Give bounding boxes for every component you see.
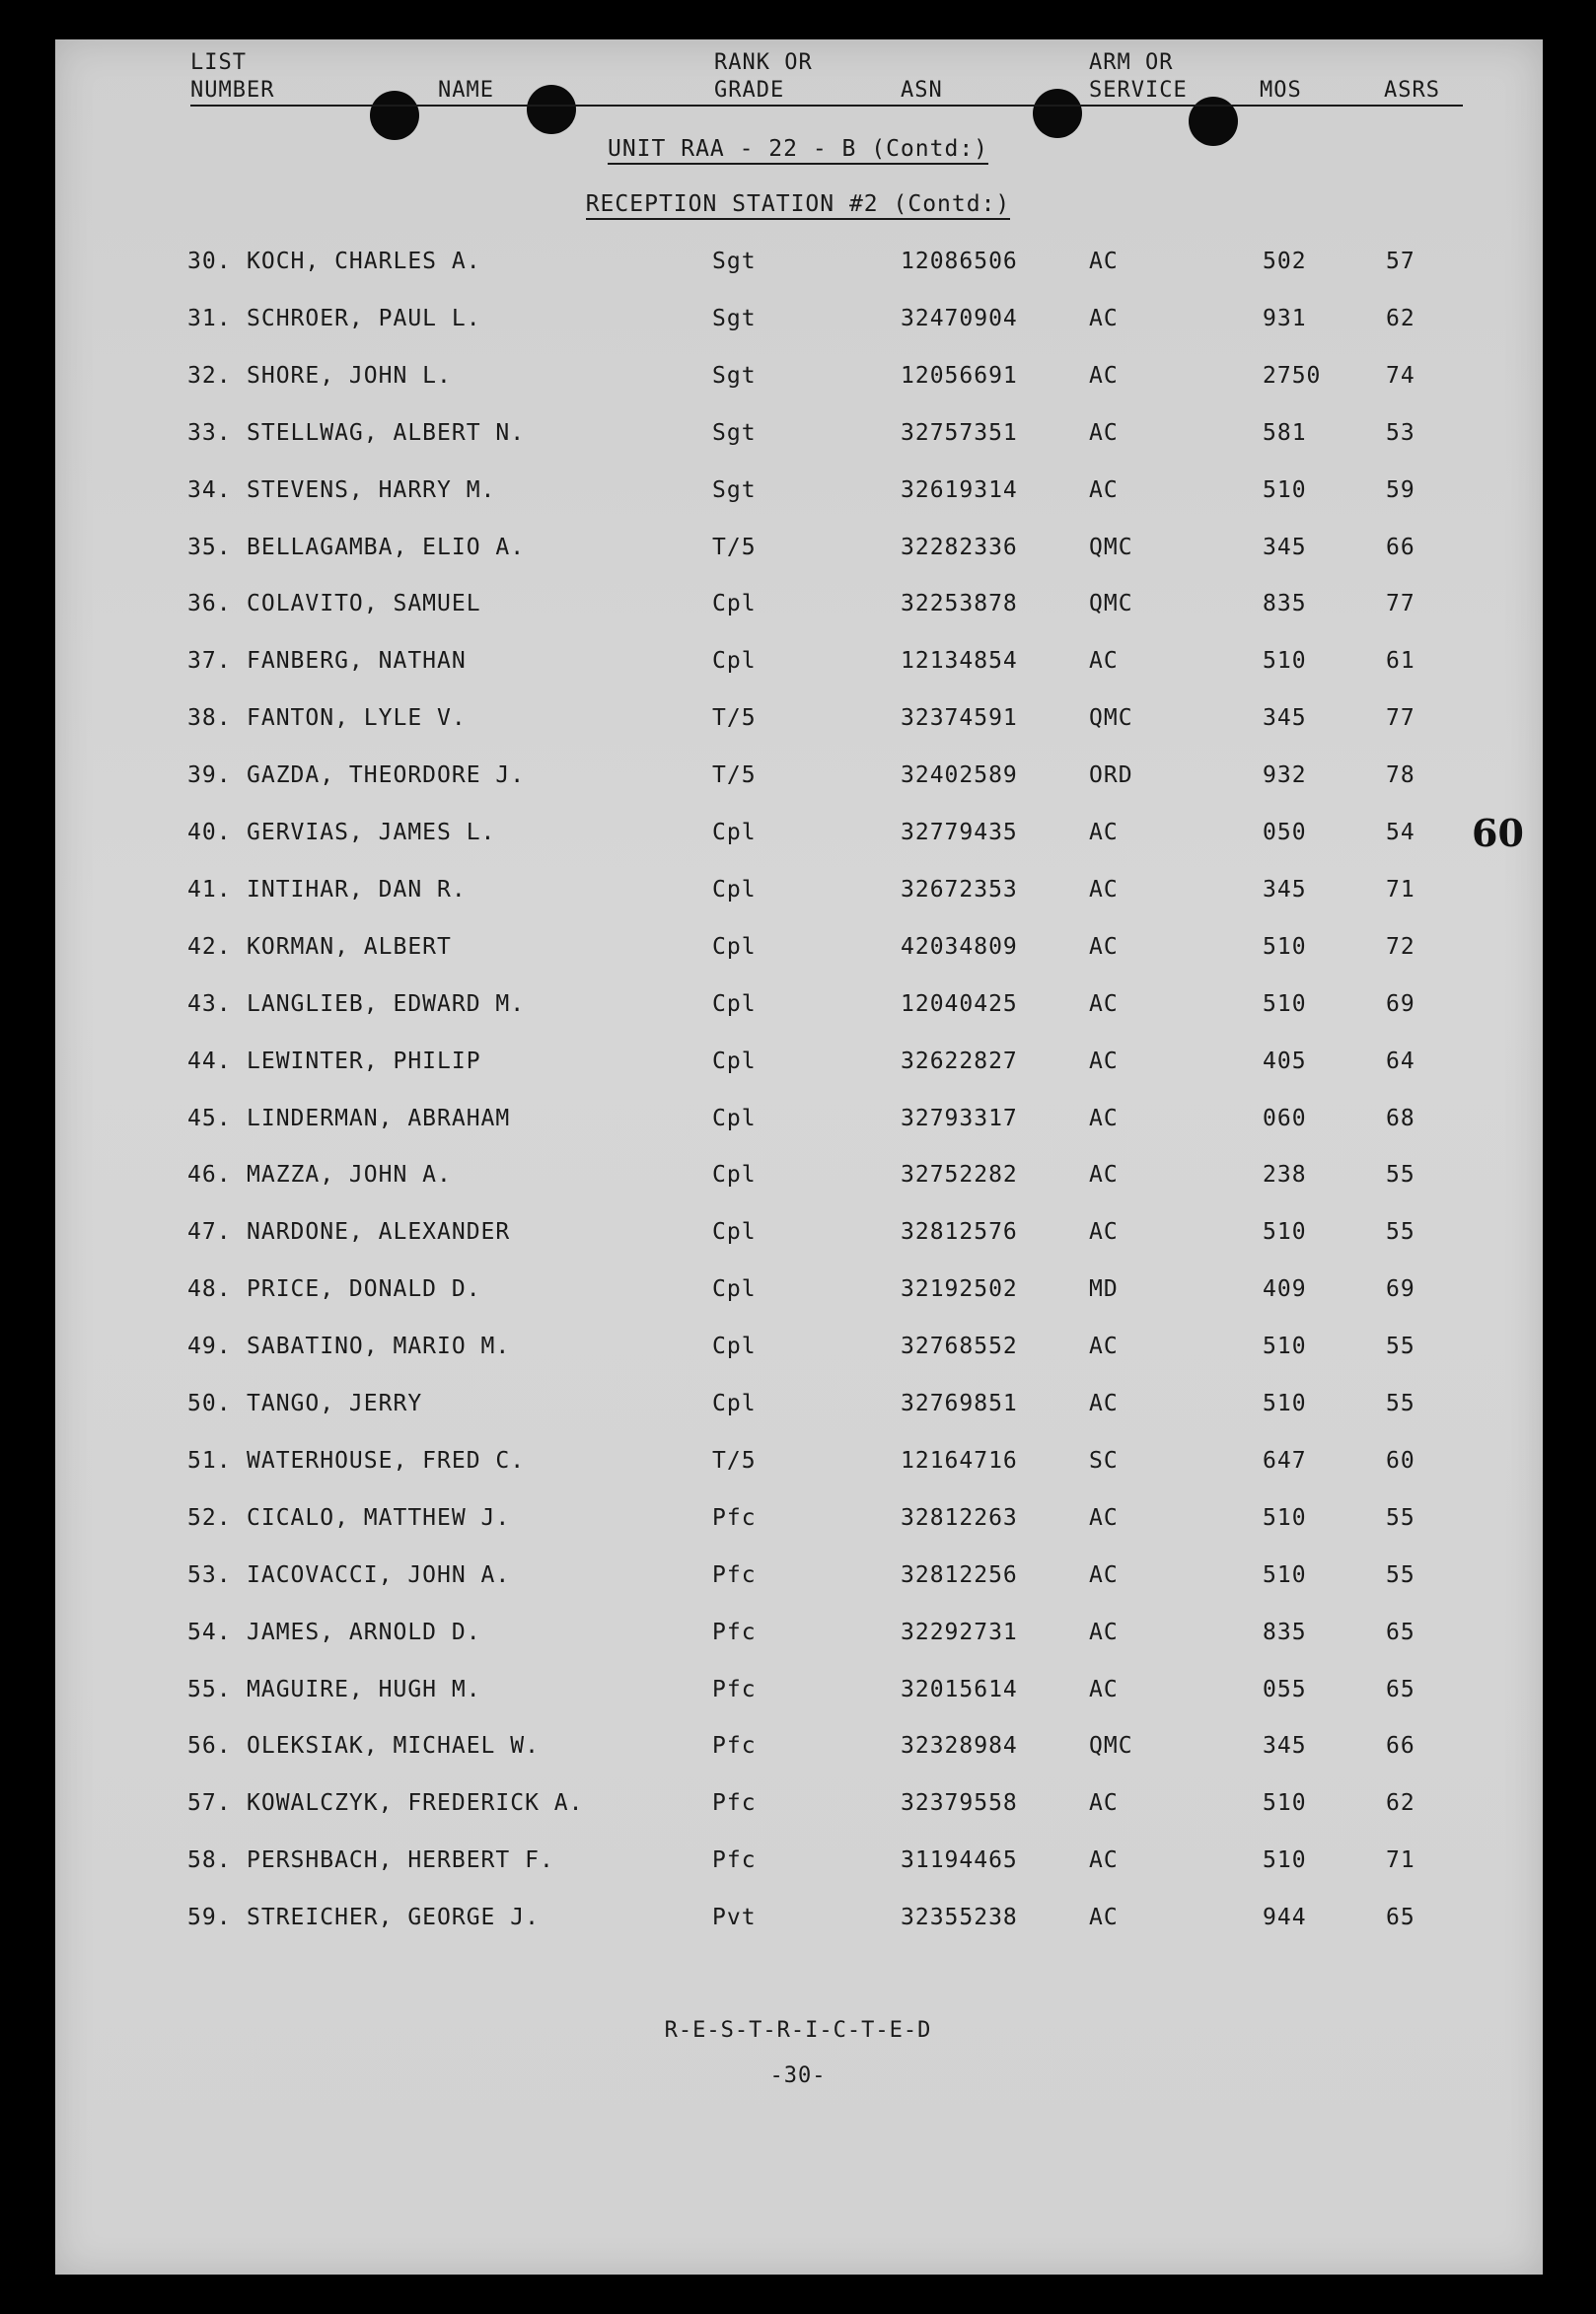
cell-rank: Pfc	[712, 1504, 757, 1531]
cell-num: 58.	[187, 1847, 232, 1874]
cell-asrs: 55	[1386, 1561, 1415, 1588]
cell-arm: AC	[1089, 1905, 1119, 1931]
cell-arm: SC	[1089, 1447, 1119, 1474]
cell-arm: AC	[1089, 1561, 1119, 1588]
cell-asrs: 60	[1386, 1447, 1415, 1474]
cell-num: 41.	[187, 876, 232, 903]
cell-name: KOWALCZYK, FREDERICK A.	[247, 1790, 584, 1817]
cell-name: LEWINTER, PHILIP	[247, 1048, 481, 1074]
cell-arm: AC	[1089, 1504, 1119, 1531]
cell-num: 36.	[187, 591, 232, 617]
cell-num: 49.	[187, 1334, 232, 1360]
cell-asrs: 71	[1386, 876, 1415, 903]
cell-name: IACOVACCI, JOHN A.	[247, 1561, 511, 1588]
cell-num: 42.	[187, 933, 232, 960]
cell-mos: 510	[1263, 1334, 1307, 1360]
header-rank-line2: GRADE	[714, 78, 785, 103]
cell-rank: T/5	[712, 1447, 757, 1474]
cell-mos: 510	[1263, 648, 1307, 675]
table-row	[0, 1106, 1596, 1145]
cell-num: 52.	[187, 1504, 232, 1531]
table-row	[0, 1276, 1596, 1316]
cell-name: WATERHOUSE, FRED C.	[247, 1447, 526, 1474]
cell-arm: AC	[1089, 1048, 1119, 1074]
table-row	[0, 420, 1596, 460]
table-row	[0, 1505, 1596, 1545]
cell-num: 37.	[187, 648, 232, 675]
cell-mos: 510	[1263, 476, 1307, 503]
cell-mos: 055	[1263, 1676, 1307, 1702]
cell-rank: Cpl	[712, 1048, 757, 1074]
cell-asn: 32752282	[901, 1162, 1018, 1189]
cell-arm: QMC	[1089, 534, 1133, 560]
cell-name: SABATINO, MARIO M.	[247, 1334, 511, 1360]
cell-rank: Sgt	[712, 476, 757, 503]
cell-rank: Pfc	[712, 1619, 757, 1645]
cell-rank: Sgt	[712, 249, 757, 274]
table-row	[0, 1847, 1596, 1887]
cell-asrs: 62	[1386, 305, 1415, 331]
footer-page-number: -30-	[769, 2063, 827, 2088]
cell-mos: 238	[1263, 1162, 1307, 1189]
cell-asn: 12134854	[901, 648, 1018, 675]
cell-num: 43.	[187, 990, 232, 1017]
table-row	[0, 1334, 1596, 1373]
cell-mos: 581	[1263, 419, 1307, 446]
header-name: NAME	[438, 78, 494, 103]
cell-mos: 2750	[1263, 362, 1322, 389]
cell-mos: 835	[1263, 591, 1307, 617]
cell-arm: QMC	[1089, 1733, 1133, 1760]
cell-num: 45.	[187, 1105, 232, 1131]
cell-asn: 12164716	[901, 1447, 1018, 1474]
cell-num: 53.	[187, 1561, 232, 1588]
table-row	[0, 762, 1596, 802]
cell-rank: T/5	[712, 534, 757, 560]
cell-name: INTIHAR, DAN R.	[247, 876, 467, 903]
cell-asrs: 71	[1386, 1847, 1415, 1874]
table-row	[0, 1448, 1596, 1487]
table-row	[0, 249, 1596, 288]
cell-asrs: 53	[1386, 419, 1415, 446]
cell-asrs: 65	[1386, 1676, 1415, 1702]
cell-rank: Pfc	[712, 1790, 757, 1817]
cell-rank: Pfc	[712, 1847, 757, 1874]
cell-asn: 32812576	[901, 1219, 1018, 1246]
table-row	[0, 934, 1596, 974]
cell-asrs: 55	[1386, 1334, 1415, 1360]
header-rank-line1: RANK OR	[714, 50, 813, 75]
cell-name: KORMAN, ALBERT	[247, 933, 452, 960]
cell-num: 38.	[187, 705, 232, 732]
cell-name: FANTON, LYLE V.	[247, 705, 467, 732]
cell-mos: 944	[1263, 1905, 1307, 1931]
cell-arm: AC	[1089, 1790, 1119, 1817]
table-row	[0, 1620, 1596, 1659]
table-row	[0, 363, 1596, 402]
margin-stamp: 60	[1472, 811, 1524, 855]
cell-name: SCHROER, PAUL L.	[247, 305, 481, 331]
cell-arm: AC	[1089, 820, 1119, 845]
cell-num: 57.	[187, 1790, 232, 1817]
cell-num: 33.	[187, 419, 232, 446]
table-row	[0, 1391, 1596, 1430]
cell-mos: 510	[1263, 1219, 1307, 1246]
cell-mos: 345	[1263, 705, 1307, 732]
cell-asrs: 72	[1386, 933, 1415, 960]
cell-asn: 32402589	[901, 762, 1018, 789]
cell-asn: 32769851	[901, 1391, 1018, 1416]
header-rule	[190, 105, 1463, 107]
cell-asn: 12056691	[901, 362, 1018, 389]
cell-rank: Pvt	[712, 1905, 757, 1931]
cell-asn: 32470904	[901, 305, 1018, 331]
cell-mos: 510	[1263, 1561, 1307, 1588]
cell-rank: Cpl	[712, 1276, 757, 1303]
cell-rank: Cpl	[712, 990, 757, 1017]
cell-num: 30.	[187, 249, 232, 274]
cell-arm: AC	[1089, 476, 1119, 503]
cell-arm: AC	[1089, 1162, 1119, 1189]
cell-rank: Cpl	[712, 1219, 757, 1246]
cell-asn: 32328984	[901, 1733, 1018, 1760]
cell-rank: Cpl	[712, 1334, 757, 1360]
cell-mos: 345	[1263, 876, 1307, 903]
cell-num: 59.	[187, 1905, 232, 1931]
cell-mos: 405	[1263, 1048, 1307, 1074]
cell-num: 40.	[187, 820, 232, 845]
cell-rank: Cpl	[712, 1105, 757, 1131]
table-row	[0, 1790, 1596, 1830]
table-row	[0, 648, 1596, 687]
cell-arm: AC	[1089, 1391, 1119, 1416]
cell-mos: 510	[1263, 1391, 1307, 1416]
cell-asn: 12086506	[901, 249, 1018, 274]
table-row	[0, 1562, 1596, 1602]
unit-title: UNIT RAA - 22 - B (Contd:)	[0, 136, 1596, 165]
cell-mos: 502	[1263, 249, 1307, 274]
cell-asn: 32379558	[901, 1790, 1018, 1817]
cell-num: 54.	[187, 1619, 232, 1645]
cell-num: 46.	[187, 1162, 232, 1189]
cell-mos: 050	[1263, 820, 1307, 845]
cell-rank: T/5	[712, 705, 757, 732]
cell-rank: Pfc	[712, 1676, 757, 1702]
cell-mos: 510	[1263, 990, 1307, 1017]
cell-name: STEVENS, HARRY M.	[247, 476, 496, 503]
cell-asrs: 55	[1386, 1219, 1415, 1246]
table-row	[0, 477, 1596, 517]
cell-asn: 32355238	[901, 1905, 1018, 1931]
cell-mos: 510	[1263, 1504, 1307, 1531]
cell-mos: 931	[1263, 305, 1307, 331]
cell-name: TANGO, JERRY	[247, 1391, 423, 1416]
cell-arm: AC	[1089, 933, 1119, 960]
cell-asrs: 74	[1386, 362, 1415, 389]
punch-hole	[1033, 89, 1082, 138]
header-list-number-line1: LIST	[190, 50, 247, 75]
cell-asrs: 62	[1386, 1790, 1415, 1817]
cell-arm: AC	[1089, 1105, 1119, 1131]
cell-mos: 409	[1263, 1276, 1307, 1303]
table-row	[0, 535, 1596, 574]
table-row	[0, 820, 1596, 859]
cell-name: OLEKSIAK, MICHAEL W.	[247, 1733, 540, 1760]
cell-name: PRICE, DONALD D.	[247, 1276, 481, 1303]
cell-arm: AC	[1089, 249, 1119, 274]
cell-arm: AC	[1089, 1847, 1119, 1874]
cell-asrs: 55	[1386, 1391, 1415, 1416]
cell-asn: 32192502	[901, 1276, 1018, 1303]
table-row	[0, 991, 1596, 1031]
cell-asn: 31194465	[901, 1847, 1018, 1874]
cell-mos: 345	[1263, 534, 1307, 560]
cell-arm: ORD	[1089, 762, 1133, 789]
cell-rank: Cpl	[712, 591, 757, 617]
cell-rank: Cpl	[712, 1162, 757, 1189]
table-row	[0, 306, 1596, 345]
cell-name: PERSHBACH, HERBERT F.	[247, 1847, 554, 1874]
cell-arm: AC	[1089, 1619, 1119, 1645]
header-list-number-line2: NUMBER	[190, 78, 275, 103]
cell-arm: MD	[1089, 1276, 1119, 1303]
cell-asrs: 55	[1386, 1504, 1415, 1531]
table-row	[0, 1219, 1596, 1259]
cell-arm: AC	[1089, 990, 1119, 1017]
cell-asrs: 64	[1386, 1048, 1415, 1074]
cell-asn: 32292731	[901, 1619, 1018, 1645]
cell-asrs: 78	[1386, 762, 1415, 789]
cell-name: COLAVITO, SAMUEL	[247, 591, 481, 617]
cell-rank: Cpl	[712, 820, 757, 845]
table-row	[0, 1733, 1596, 1772]
cell-mos: 835	[1263, 1619, 1307, 1645]
cell-rank: Cpl	[712, 933, 757, 960]
cell-rank: Cpl	[712, 1391, 757, 1416]
cell-asrs: 65	[1386, 1905, 1415, 1931]
cell-mos: 345	[1263, 1733, 1307, 1760]
cell-asrs: 59	[1386, 476, 1415, 503]
cell-asn: 32812256	[901, 1561, 1018, 1588]
cell-asrs: 77	[1386, 591, 1415, 617]
cell-asrs: 57	[1386, 249, 1415, 274]
cell-num: 51.	[187, 1447, 232, 1474]
cell-arm: QMC	[1089, 705, 1133, 732]
cell-asrs: 55	[1386, 1162, 1415, 1189]
cell-asn: 32282336	[901, 534, 1018, 560]
cell-rank: Pfc	[712, 1561, 757, 1588]
cell-name: CICALO, MATTHEW J.	[247, 1504, 511, 1531]
punch-hole	[370, 91, 419, 140]
cell-name: LINDERMAN, ABRAHAM	[247, 1105, 511, 1131]
cell-name: MAGUIRE, HUGH M.	[247, 1676, 481, 1702]
cell-arm: AC	[1089, 648, 1119, 675]
cell-name: STREICHER, GEORGE J.	[247, 1905, 540, 1931]
cell-name: MAZZA, JOHN A.	[247, 1162, 452, 1189]
cell-rank: T/5	[712, 762, 757, 789]
cell-asrs: 66	[1386, 1733, 1415, 1760]
cell-asn: 32812263	[901, 1504, 1018, 1531]
cell-asn: 32793317	[901, 1105, 1018, 1131]
cell-rank: Sgt	[712, 419, 757, 446]
table-row	[0, 1049, 1596, 1088]
cell-arm: AC	[1089, 876, 1119, 903]
cell-name: SHORE, JOHN L.	[247, 362, 452, 389]
footer-classification: R-E-S-T-R-I-C-T-E-D	[664, 2018, 932, 2043]
cell-asn: 12040425	[901, 990, 1018, 1017]
cell-asn: 42034809	[901, 933, 1018, 960]
cell-arm: AC	[1089, 305, 1119, 331]
cell-name: JAMES, ARNOLD D.	[247, 1619, 481, 1645]
header-mos: MOS	[1260, 78, 1302, 103]
cell-name: NARDONE, ALEXANDER	[247, 1219, 511, 1246]
cell-arm: AC	[1089, 362, 1119, 389]
cell-asrs: 54	[1386, 820, 1415, 845]
punch-hole	[527, 85, 576, 134]
cell-asrs: 69	[1386, 1276, 1415, 1303]
cell-mos: 510	[1263, 1790, 1307, 1817]
header-arm-line2: SERVICE	[1089, 78, 1188, 103]
cell-rank: Cpl	[712, 876, 757, 903]
cell-name: KOCH, CHARLES A.	[247, 249, 481, 274]
cell-asn: 32015614	[901, 1676, 1018, 1702]
table-row	[0, 705, 1596, 745]
cell-mos: 510	[1263, 1847, 1307, 1874]
cell-num: 44.	[187, 1048, 232, 1074]
cell-num: 39.	[187, 762, 232, 789]
cell-num: 35.	[187, 534, 232, 560]
cell-asn: 32779435	[901, 820, 1018, 845]
cell-arm: AC	[1089, 1676, 1119, 1702]
table-row	[0, 591, 1596, 630]
cell-num: 56.	[187, 1733, 232, 1760]
cell-asrs: 66	[1386, 534, 1415, 560]
cell-asrs: 69	[1386, 990, 1415, 1017]
cell-name: LANGLIEB, EDWARD M.	[247, 990, 526, 1017]
cell-rank: Pfc	[712, 1733, 757, 1760]
cell-name: GERVIAS, JAMES L.	[247, 820, 496, 845]
cell-num: 47.	[187, 1219, 232, 1246]
cell-rank: Cpl	[712, 648, 757, 675]
cell-num: 32.	[187, 362, 232, 389]
cell-mos: 510	[1263, 933, 1307, 960]
cell-asn: 32253878	[901, 591, 1018, 617]
cell-num: 48.	[187, 1276, 232, 1303]
cell-num: 31.	[187, 305, 232, 331]
cell-name: FANBERG, NATHAN	[247, 648, 467, 675]
cell-asn: 32374591	[901, 705, 1018, 732]
cell-asrs: 65	[1386, 1619, 1415, 1645]
station-title: RECEPTION STATION #2 (Contd:)	[0, 191, 1596, 220]
table-row	[0, 1677, 1596, 1716]
cell-mos: 060	[1263, 1105, 1307, 1131]
header-asrs: ASRS	[1384, 78, 1440, 103]
cell-asrs: 61	[1386, 648, 1415, 675]
header-asn: ASN	[901, 78, 943, 103]
cell-mos: 932	[1263, 762, 1307, 789]
cell-asrs: 68	[1386, 1105, 1415, 1131]
cell-name: GAZDA, THEORDORE J.	[247, 762, 526, 789]
cell-asn: 32622827	[901, 1048, 1018, 1074]
cell-mos: 647	[1263, 1447, 1307, 1474]
cell-asn: 32672353	[901, 876, 1018, 903]
cell-name: BELLAGAMBA, ELIO A.	[247, 534, 526, 560]
cell-asn: 32768552	[901, 1334, 1018, 1360]
table-row	[0, 1905, 1596, 1944]
cell-num: 34.	[187, 476, 232, 503]
header-arm-line1: ARM OR	[1089, 50, 1174, 75]
cell-asn: 32757351	[901, 419, 1018, 446]
cell-name: STELLWAG, ALBERT N.	[247, 419, 526, 446]
cell-rank: Sgt	[712, 362, 757, 389]
cell-arm: QMC	[1089, 591, 1133, 617]
cell-arm: AC	[1089, 419, 1119, 446]
cell-arm: AC	[1089, 1334, 1119, 1360]
cell-asn: 32619314	[901, 476, 1018, 503]
cell-arm: AC	[1089, 1219, 1119, 1246]
cell-rank: Sgt	[712, 305, 757, 331]
cell-num: 55.	[187, 1676, 232, 1702]
cell-num: 50.	[187, 1391, 232, 1416]
table-row	[0, 1162, 1596, 1201]
cell-asrs: 77	[1386, 705, 1415, 732]
table-row	[0, 877, 1596, 916]
